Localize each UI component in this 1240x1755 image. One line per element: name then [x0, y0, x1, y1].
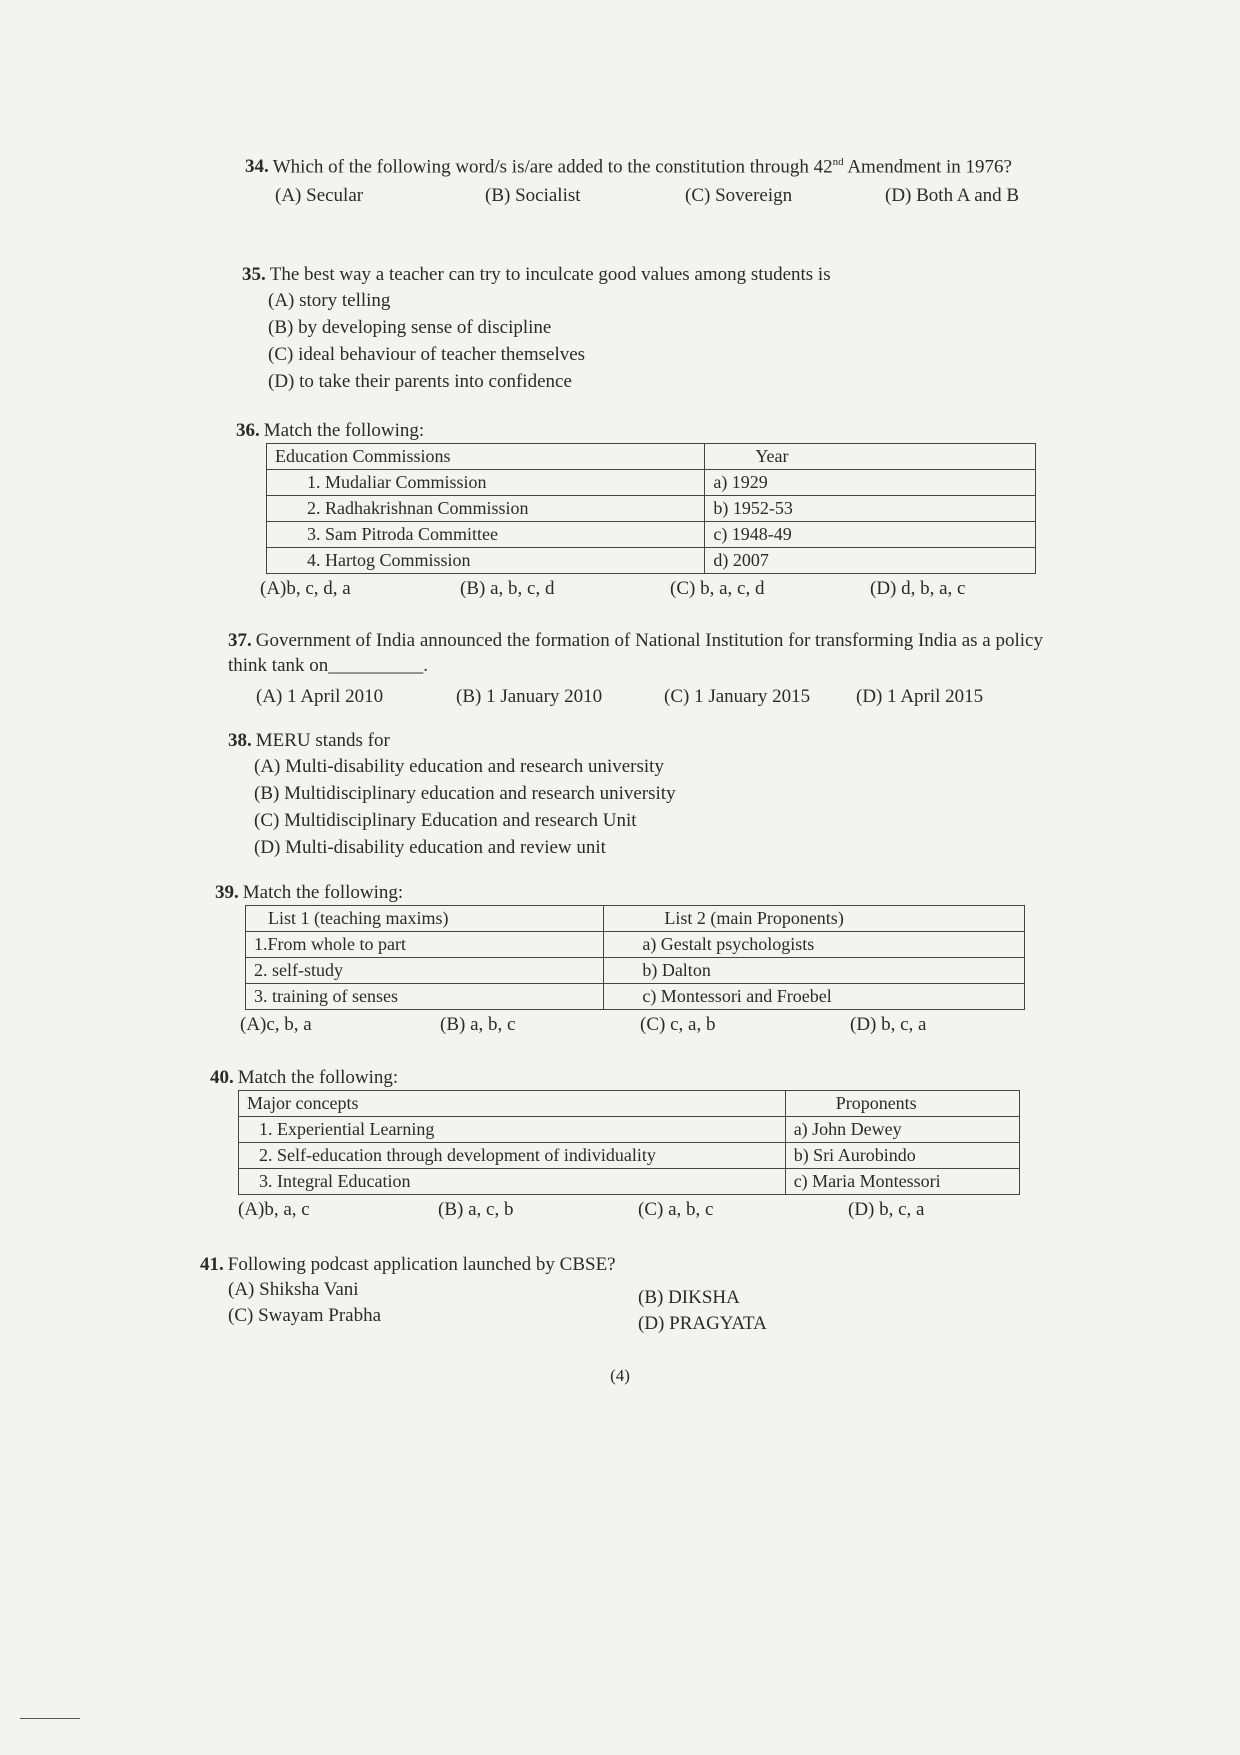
table-cell: a) Gestalt psychologists	[604, 932, 1025, 958]
options-row	[238, 1197, 1020, 1225]
table-cell: c) Maria Montessori	[785, 1169, 1019, 1195]
option-d[interactable]: (D) d, b, a, c	[870, 578, 966, 599]
table-cell: b) Sri Aurobindo	[785, 1143, 1019, 1169]
table-cell: 2. self-study	[246, 958, 604, 984]
table-cell: 1. Experiential Learning	[239, 1117, 786, 1143]
table-header: List 2 (main Proponents)	[604, 906, 1025, 932]
superscript: nd	[832, 156, 844, 168]
question-number: 38.	[228, 730, 252, 751]
option-d[interactable]: (D) to take their parents into confidence	[268, 371, 572, 392]
question-number: 37.	[228, 630, 252, 651]
options-row	[228, 1303, 1010, 1334]
table-cell: 1.From whole to part	[246, 932, 604, 958]
question-41	[200, 1252, 1010, 1334]
question-37	[228, 628, 1078, 712]
option-b[interactable]: (B) Socialist	[485, 185, 581, 207]
table-row	[246, 984, 1025, 1010]
table-row	[239, 1143, 1020, 1169]
option-b[interactable]: (B) a, c, b	[438, 1199, 514, 1220]
table-header: Year	[705, 444, 1036, 470]
option-b[interactable]: (B) 1 January 2010	[456, 686, 603, 707]
table-header-row	[239, 1091, 1020, 1117]
option-b[interactable]: (B) DIKSHA	[638, 1287, 740, 1308]
match-table	[238, 1090, 1020, 1195]
question-34-stem	[245, 150, 1095, 179]
table-row	[267, 522, 1036, 548]
options-row	[245, 183, 1095, 211]
table-header: Major concepts	[239, 1091, 786, 1117]
table-cell: 1. Mudaliar Commission	[267, 470, 705, 496]
table-row	[267, 548, 1036, 574]
question-number: 35.	[242, 264, 266, 285]
table-cell: 3. Integral Education	[239, 1169, 786, 1195]
option-a[interactable]: (A) 1 April 2010	[256, 686, 384, 707]
option-c[interactable]: (C) b, a, c, d	[670, 578, 765, 599]
option-d[interactable]: (D) Both A and B	[885, 185, 1020, 207]
table-row	[267, 470, 1036, 496]
option-a[interactable]: (A) Shiksha Vani	[228, 1279, 359, 1300]
question-text: The best way a teacher can try to inculcate good values among students is	[269, 264, 831, 285]
option-c[interactable]: (C) Sovereign	[685, 185, 793, 207]
option-d[interactable]: (D) b, c, a	[850, 1014, 927, 1035]
table-row	[267, 496, 1036, 522]
option-c[interactable]: (C) 1 January 2015	[664, 686, 811, 707]
option-b[interactable]: (B) a, b, c	[440, 1014, 516, 1035]
option-a[interactable]: (A)c, b, a	[240, 1014, 312, 1035]
option-a[interactable]: (A) Multi-disability education and research university	[254, 756, 664, 777]
question-number: 39.	[215, 882, 239, 903]
options-list	[268, 287, 1092, 395]
table-header: Education Commissions	[267, 444, 705, 470]
option-d[interactable]: (D) 1 April 2015	[856, 686, 984, 707]
question-text: Government of India announced the formation of National Institution for transforming India as a policy think tank on__________.	[228, 630, 1043, 676]
question-36	[236, 418, 1036, 604]
question-text: Which of the following word/s is/are added to the constitution through 42	[272, 156, 833, 178]
question-number: 34.	[245, 156, 269, 178]
table-cell: 4. Hartog Commission	[267, 548, 705, 574]
option-c[interactable]: (C) Multidisciplinary Education and research Unit	[254, 810, 637, 831]
table-cell: a) 1929	[705, 470, 1036, 496]
question-text: Match the following:	[237, 1067, 399, 1088]
scan-mark	[20, 1718, 80, 1719]
question-38	[228, 728, 1078, 861]
option-d[interactable]: (D) b, c, a	[848, 1199, 925, 1220]
option-c[interactable]: (C) ideal behaviour of teacher themselves	[268, 344, 586, 365]
question-text: MERU stands for	[255, 730, 390, 751]
options-row	[260, 576, 1036, 604]
question-number: 36.	[236, 420, 260, 441]
table-row	[239, 1117, 1020, 1143]
option-c[interactable]: (C) c, a, b	[640, 1014, 716, 1035]
option-a[interactable]: (A)b, a, c	[238, 1199, 310, 1220]
table-header-row	[246, 906, 1025, 932]
option-a[interactable]: (A) Secular	[275, 185, 364, 207]
option-c[interactable]: (C) a, b, c	[638, 1199, 714, 1220]
table-cell: d) 2007	[705, 548, 1036, 574]
option-b[interactable]: (B) a, b, c, d	[460, 578, 555, 599]
options-row	[256, 684, 1078, 712]
table-cell: b) Dalton	[604, 958, 1025, 984]
table-cell: 3. training of senses	[246, 984, 604, 1010]
question-number: 40.	[210, 1067, 234, 1088]
options-list	[254, 753, 1078, 861]
question-text-end: Amendment in 1976?	[843, 156, 1012, 178]
option-a[interactable]: (A)b, c, d, a	[260, 578, 351, 599]
match-table	[245, 905, 1025, 1010]
option-c[interactable]: (C) Swayam Prabha	[228, 1305, 382, 1326]
option-d[interactable]: (D) PRAGYATA	[638, 1313, 767, 1334]
question-number: 41.	[200, 1254, 224, 1275]
options-row	[240, 1012, 1025, 1040]
question-text: Match the following:	[263, 420, 425, 441]
option-a[interactable]: (A) story telling	[268, 290, 391, 311]
table-row	[239, 1169, 1020, 1195]
table-row	[246, 932, 1025, 958]
match-table	[266, 443, 1036, 574]
table-cell: b) 1952-53	[705, 496, 1036, 522]
table-header-row	[267, 444, 1036, 470]
question-34	[245, 150, 1095, 211]
question-text: Following podcast application launched by CBSE?	[227, 1254, 616, 1275]
table-cell: a) John Dewey	[785, 1117, 1019, 1143]
table-header: List 1 (teaching maxims)	[246, 906, 604, 932]
option-b[interactable]: (B) by developing sense of discipline	[268, 317, 552, 338]
table-cell: 2. Radhakrishnan Commission	[267, 496, 705, 522]
option-d[interactable]: (D) Multi-disability education and review unit	[254, 837, 606, 858]
page-number: (4)	[610, 1366, 630, 1385]
table-cell: 3. Sam Pitroda Committee	[267, 522, 705, 548]
question-39	[215, 880, 1025, 1040]
table-cell: 2. Self-education through development of individuality	[239, 1143, 786, 1169]
question-text: Match the following:	[242, 882, 404, 903]
table-cell: c) 1948-49	[705, 522, 1036, 548]
table-header: Proponents	[785, 1091, 1019, 1117]
question-40	[210, 1065, 1020, 1225]
option-b[interactable]: (B) Multidisciplinary education and research university	[254, 783, 676, 804]
table-row	[246, 958, 1025, 984]
table-cell: c) Montessori and Froebel	[604, 984, 1025, 1010]
question-35	[242, 262, 1092, 395]
options-row	[228, 1277, 1010, 1308]
